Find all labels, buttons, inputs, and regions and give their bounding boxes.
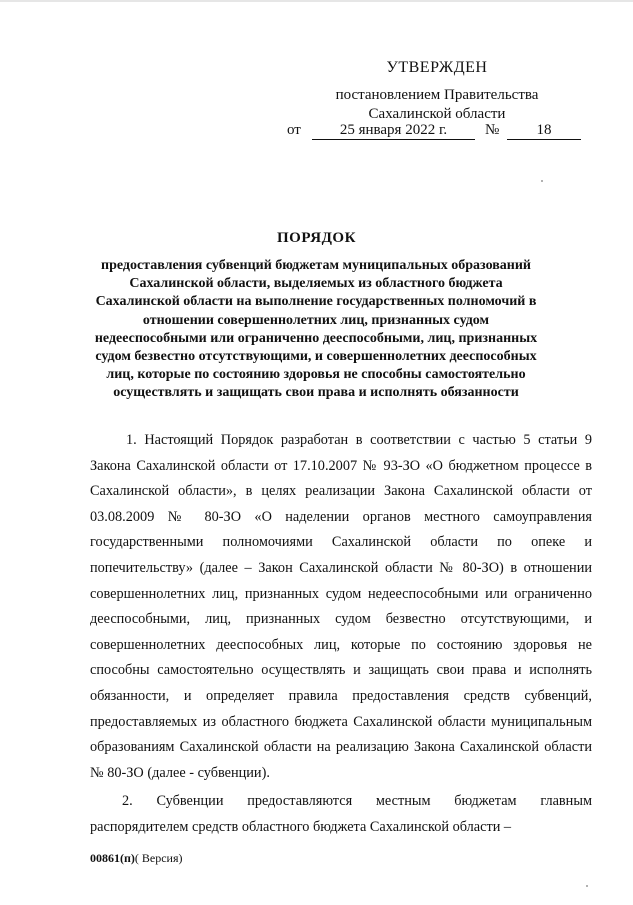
number-prefix: № (485, 122, 500, 138)
approval-date-number-line (287, 121, 587, 140)
footer-version: ( Версия) (134, 851, 183, 865)
date-prefix: от (287, 122, 301, 138)
document-title: ПОРЯДОК (277, 230, 356, 246)
document-body (90, 428, 592, 841)
approval-block (287, 58, 587, 138)
scan-speck (541, 180, 543, 182)
paragraph-1: 1. Настоящий Порядок разработан в соответствии с частью 5 статьи 9 Закона Сахалинской области от 17.10.2007 № 93-ЗО «О бюджетном процессе в Сахалинской области», в целях реализации Закона Сахалинской области от 03.08.2009 № 80-ЗО «О наделении органов местного самоуправления государственными полномочиями Сахалинской области по опеке и попечительству» (далее – Закон Сахалинской области № 80-ЗО) в отношении совершеннолетних лиц, признанных судом недееспособными или ограниченно дееспособными, лиц, признанных судом безвестно отсутствующими, и совершеннолетних дееспособных лиц, которые по состоянию здоровья не способны самостоятельно осуществлять и защищать свои права и исполнять обязанности, и определяет правила предоставления средств субвенций, предоставляемых из областного бюджета Сахалинской области муниципальным образованиям Сахалинской области на реализацию Закона Сахалинской области № 80-ЗО (далее - субвенции). (90, 432, 592, 781)
document-subtitle: предоставления субвенций бюджетам муниципальных образований Сахалинской области, выделяемых из областного бюджета Сахалинской области на выполнение государственных полномочий в отношении совершеннолетних лиц, признанных судом недееспособными или ограниченно дееспособными, лиц, признанных судом безвестно отсутствующими, и совершеннолетних дееспособных лиц, которые по состоянию здоровья не способны самостоятельно осуществлять и защищать свои права и исполнять обязанности (94, 258, 538, 401)
approval-line-2: Сахалинской области (368, 106, 506, 122)
footer (90, 851, 183, 866)
approval-line-1: постановлением Правительства (335, 87, 539, 103)
approval-date: 25 января 2022 г. (312, 121, 475, 140)
paragraph-2: 2. Субвенции предоставляются местным бюджетам главным распорядителем средств областного бюджета Сахалинской области – (90, 793, 592, 835)
scan-speck (586, 885, 588, 887)
footer-code: 00861(п) (90, 851, 135, 865)
approval-title: УТВЕРЖДЕН (386, 59, 488, 76)
scan-edge (0, 0, 633, 2)
approval-number: 18 (507, 121, 581, 140)
